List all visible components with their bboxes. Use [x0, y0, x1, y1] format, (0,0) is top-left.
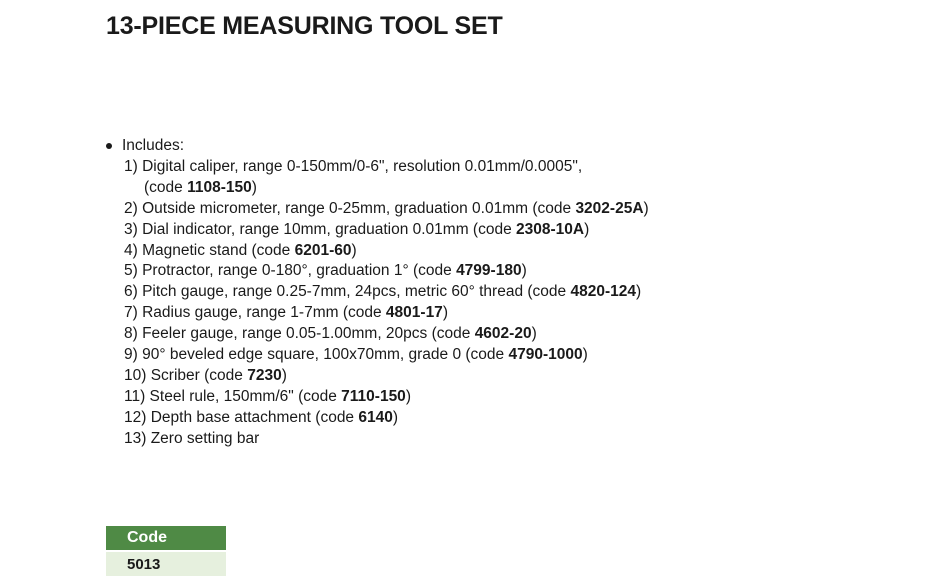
page-title: 13-PIECE MEASURING TOOL SET: [106, 12, 503, 40]
list-item-10: [124, 366, 649, 387]
item-text: 6) Pitch gauge, range 0.25-7mm, 24pcs, metric 60° thread (code: [124, 283, 571, 301]
item-text: 7) Radius gauge, range 1-7mm (code: [124, 304, 386, 322]
includes-list: [106, 136, 649, 450]
code-table-value: 5013: [106, 552, 226, 576]
list-item-3: [124, 220, 649, 241]
item-text: 9) 90° beveled edge square, 100x70mm, grade 0 (code: [124, 346, 509, 364]
item-suffix: ): [251, 178, 257, 196]
item-code-prefix: (code: [144, 178, 188, 196]
code-table: [106, 526, 226, 576]
item-suffix: ): [584, 220, 590, 238]
item-code: 6201-60: [294, 241, 352, 259]
list-item-8: [124, 324, 649, 345]
item-code: 4820-124: [570, 283, 636, 301]
item-code: 7230: [247, 366, 282, 384]
item-text: 4) Magnetic stand (code: [124, 241, 295, 259]
item-suffix: ): [351, 241, 357, 259]
item-text: 11) Steel rule, 150mm/6" (code: [124, 387, 342, 405]
code-table-header: Code: [106, 526, 226, 552]
list-item-5: [124, 261, 649, 282]
list-item-2: [124, 199, 649, 220]
list-item-4: [124, 241, 649, 262]
item-suffix: ): [281, 366, 287, 384]
item-suffix: ): [405, 387, 411, 405]
list-item-11: [124, 387, 649, 408]
list-item-6: [124, 282, 649, 303]
item-code: 6140: [358, 408, 393, 426]
item-text: 10) Scriber (code: [124, 366, 248, 384]
list-item-13: [124, 429, 649, 450]
item-text: 8) Feeler gauge, range 0.05-1.00mm, 20pcs (code: [124, 325, 475, 343]
item-text: 1) Digital caliper, range 0-150mm/0-6", resolution 0.01mm/0.0005",: [124, 157, 583, 175]
item-text: 12) Depth base attachment (code: [124, 408, 359, 426]
item-suffix: ): [635, 283, 642, 301]
item-suffix: ): [531, 325, 537, 343]
item-code: 2308-10A: [516, 220, 585, 238]
item-suffix: ): [582, 346, 588, 364]
list-item-1: [124, 157, 649, 199]
item-code: 4801-17: [385, 304, 443, 322]
item-suffix: ): [521, 262, 527, 280]
item-text: 2) Outside micrometer, range 0-25mm, graduation 0.01mm (code: [124, 199, 576, 217]
item-code: 4602-20: [474, 325, 532, 343]
item-code: 4799-180: [456, 262, 522, 280]
list-item-12: [124, 408, 649, 429]
item-code: 7110-150: [341, 387, 406, 405]
item-suffix: ): [392, 408, 399, 426]
item-suffix: ): [442, 304, 448, 322]
includes-heading: [106, 136, 649, 157]
item-text: 3) Dial indicator, range 10mm, graduation 0.01mm (code: [124, 220, 517, 238]
includes-label: Includes:: [122, 137, 185, 154]
item-text: 13) Zero setting bar: [124, 429, 260, 447]
bullet-icon: [106, 143, 112, 149]
item-code: 1108-150: [187, 178, 252, 196]
list-item-9: [124, 345, 649, 366]
list-item-7: [124, 303, 649, 324]
item-suffix: ): [643, 199, 649, 217]
item-text: 5) Protractor, range 0-180°, graduation 1° (code: [124, 262, 457, 280]
item-code: 3202-25A: [575, 199, 644, 217]
item-code: 4790-1000: [508, 346, 583, 364]
